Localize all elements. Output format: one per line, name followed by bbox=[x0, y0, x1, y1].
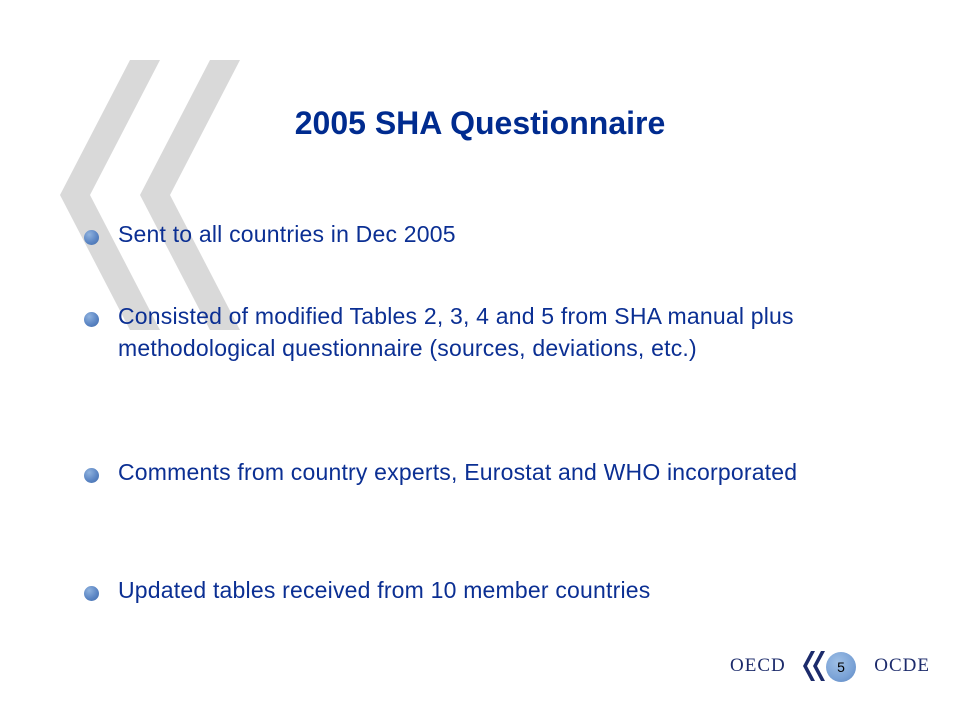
logo-text-oecd: OECD bbox=[730, 655, 786, 676]
bullet-dot-icon bbox=[84, 468, 99, 483]
bullet-text: Sent to all countries in Dec 2005 bbox=[118, 221, 456, 247]
oecd-chevron-watermark-icon bbox=[60, 60, 240, 330]
oecd-footer-logo bbox=[730, 650, 930, 686]
bullet-item bbox=[118, 574, 818, 606]
bullet-text: Updated tables received from 10 member countries bbox=[118, 577, 651, 603]
bullet-item bbox=[118, 300, 818, 364]
bullet-text: Comments from country experts, Eurostat and WHO incorporated bbox=[118, 459, 798, 485]
bullet-dot-icon bbox=[84, 586, 99, 601]
bullet-dot-icon bbox=[84, 230, 99, 245]
logo-text-ocde: OCDE bbox=[874, 655, 930, 676]
bullet-item bbox=[118, 456, 818, 488]
bullet-dot-icon bbox=[84, 312, 99, 327]
slide-title: 2005 SHA Questionnaire bbox=[294, 105, 666, 141]
oecd-chevron-logo-icon bbox=[802, 650, 828, 682]
bullet-item bbox=[118, 218, 818, 250]
bullet-text: Consisted of modified Tables 2, 3, 4 and 5 from SHA manual plus methodological questionnaire (sources, deviations, etc.) bbox=[118, 303, 794, 361]
page-number: 5 bbox=[826, 652, 856, 682]
